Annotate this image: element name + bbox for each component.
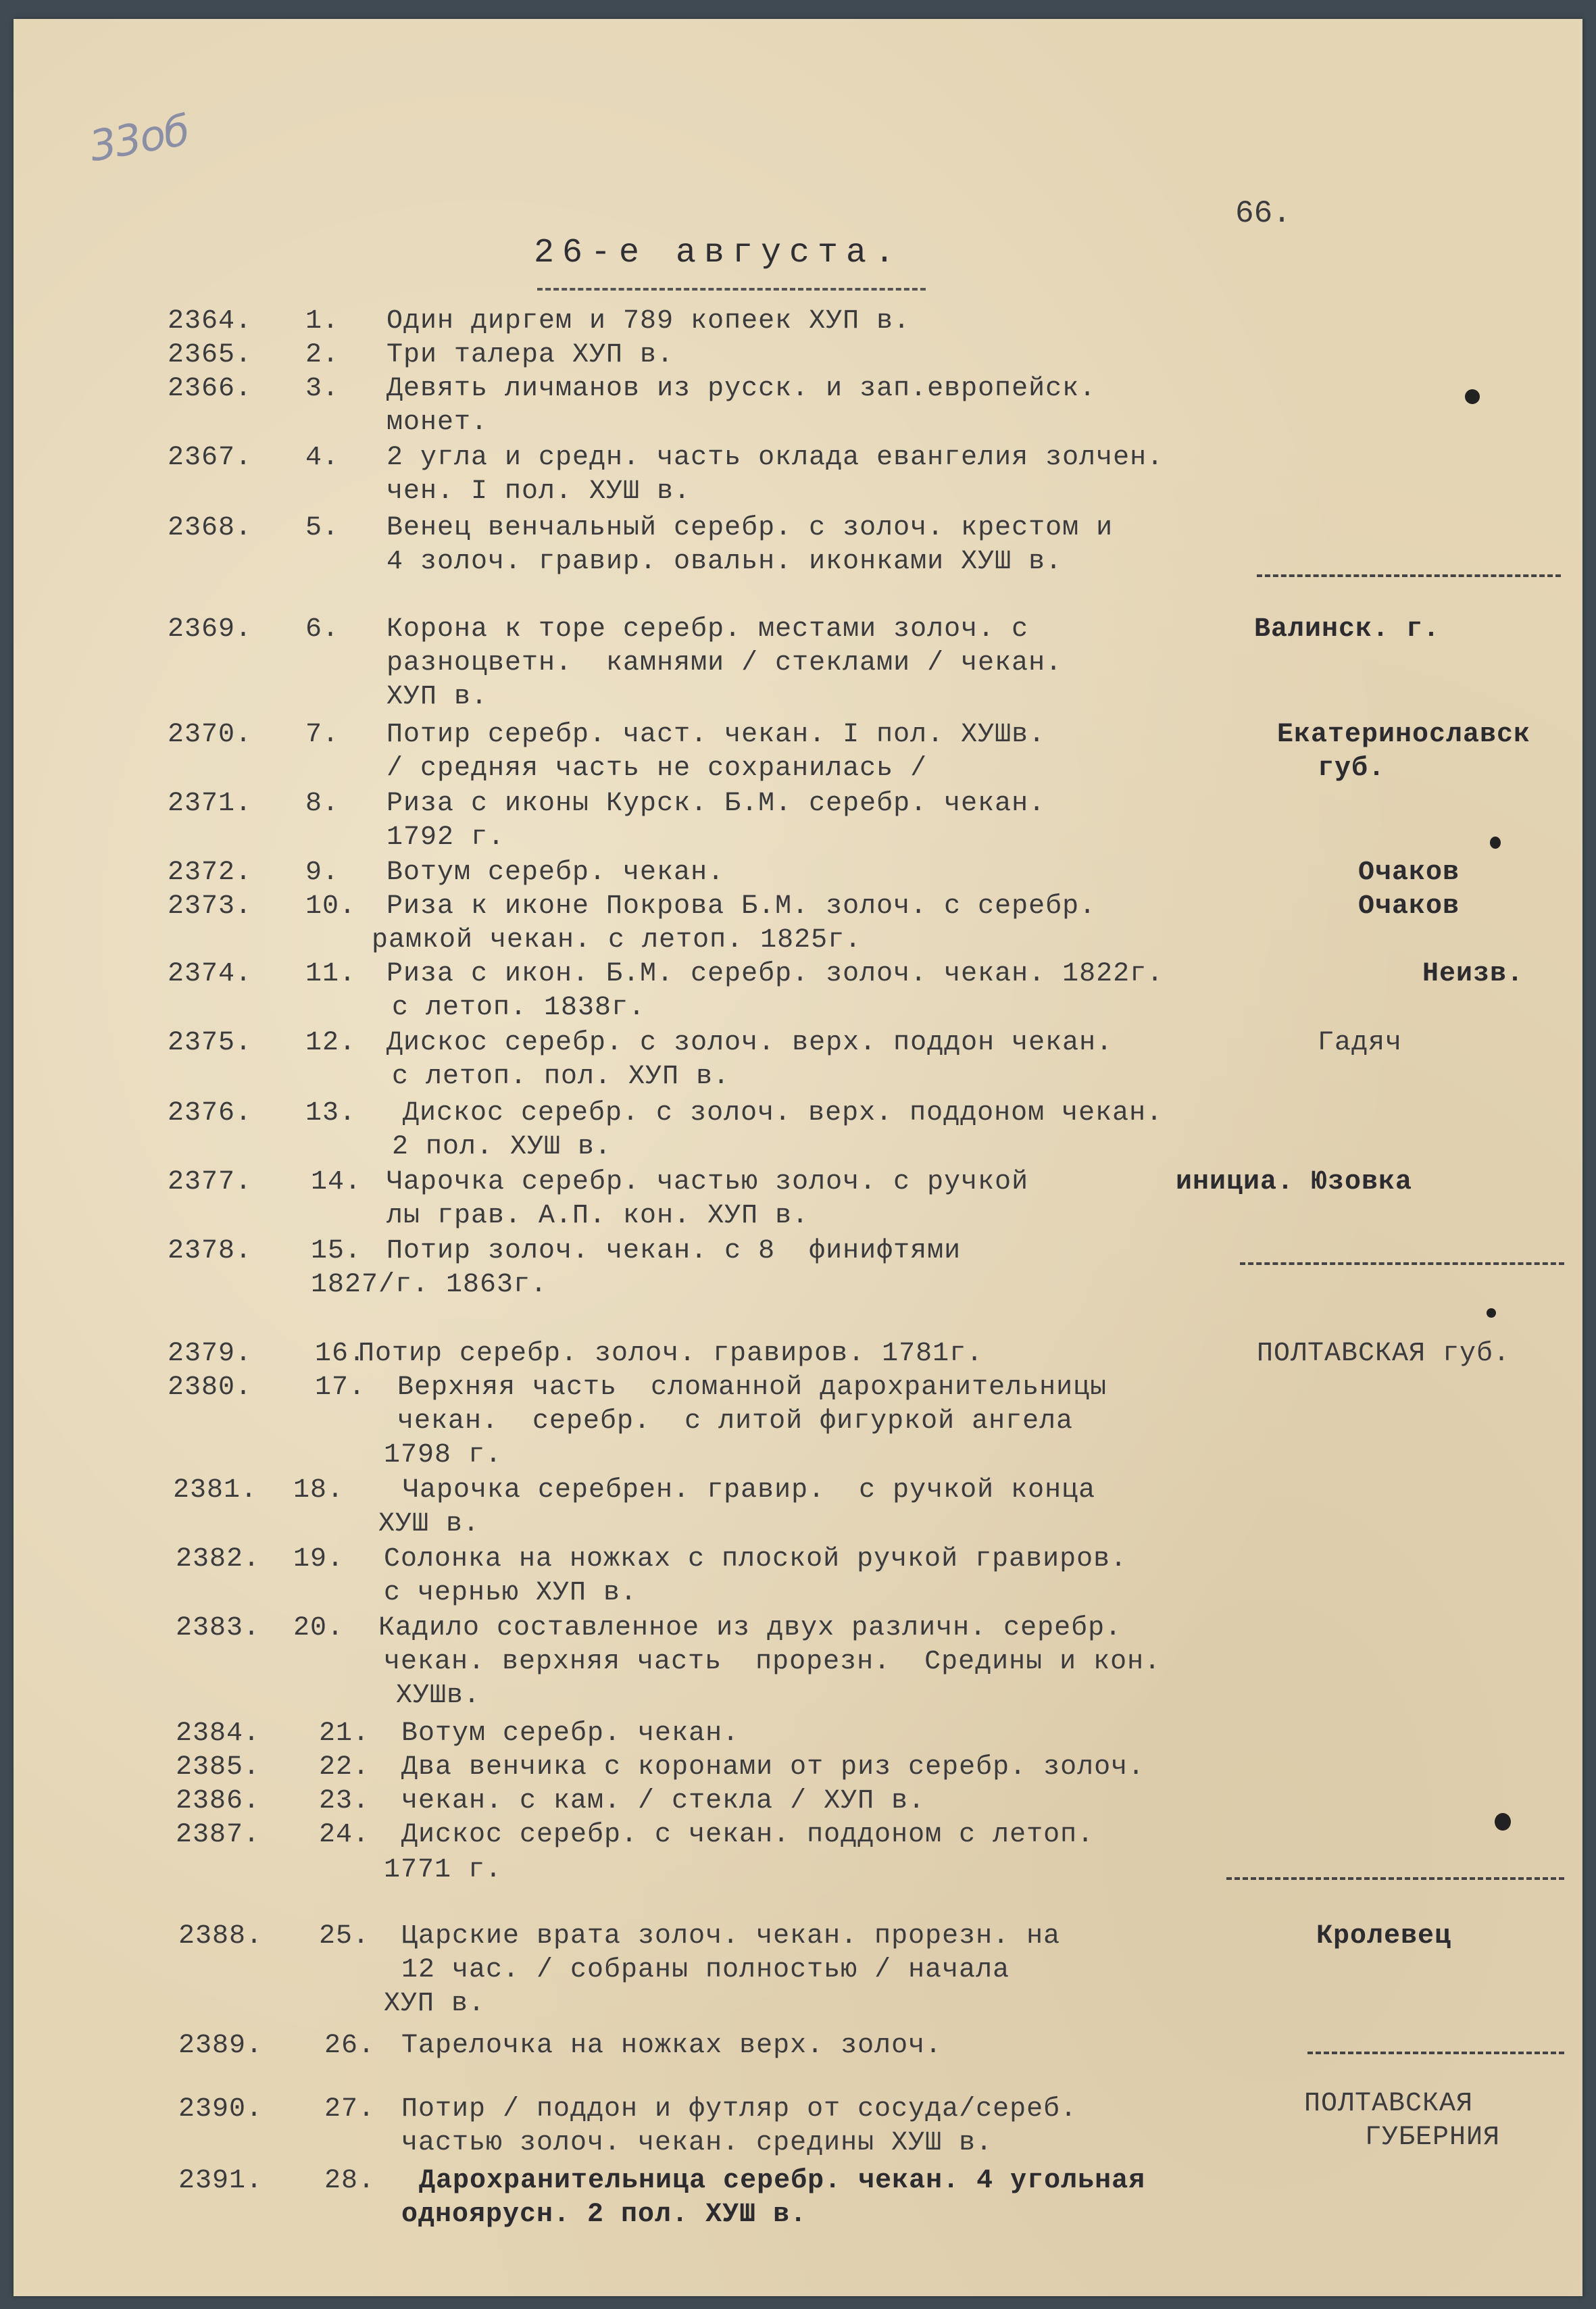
item-number: 20. bbox=[293, 1613, 345, 1643]
item-description: Один диргем и 789 копеек ХУП в. bbox=[386, 306, 911, 337]
item-description: Два венчика с коронами от риз серебр. золоч. bbox=[401, 1752, 1145, 1783]
provenance-location: Валинск. г. bbox=[1254, 614, 1441, 645]
inventory-number: 2383. bbox=[176, 1613, 261, 1643]
inventory-number: 2387. bbox=[176, 1820, 261, 1850]
item-description: Три талера ХУП в. bbox=[386, 340, 674, 370]
item-number: 22. bbox=[319, 1752, 370, 1783]
provenance-location: Очаков bbox=[1358, 858, 1460, 888]
item-description: рамкой чекан. с летоп. 1825г. bbox=[372, 925, 862, 955]
item-description: одноярусн. 2 пол. ХУШ в. bbox=[401, 2200, 807, 2230]
inventory-number: 2386. bbox=[176, 1786, 261, 1816]
item-description: Верхняя часть сломанной дарохранительницы bbox=[397, 1372, 1107, 1403]
inventory-number: 2380. bbox=[168, 1372, 253, 1403]
item-description: монет. bbox=[386, 407, 489, 438]
section-divider bbox=[1307, 2052, 1564, 2054]
item-description: / средняя часть не сохранилась / bbox=[386, 753, 928, 784]
inventory-number: 2366. bbox=[168, 374, 253, 404]
item-description: Чарочка серебр. частью золоч. с ручкой bbox=[386, 1167, 1029, 1197]
page-title: 26-е августа. bbox=[534, 234, 903, 272]
inventory-number: 2369. bbox=[168, 614, 253, 645]
item-description: 1792 г. bbox=[386, 822, 505, 853]
archive-folio-mark: 33об bbox=[85, 105, 193, 172]
item-description: чекан. верхняя часть прорезн. Средины и кон. bbox=[384, 1647, 1162, 1677]
inventory-number: 2367. bbox=[168, 443, 253, 473]
provenance-location: губ. bbox=[1318, 753, 1386, 784]
ink-blot bbox=[1495, 1813, 1511, 1831]
item-description: Потир серебр. част. чекан. I пол. ХУШв. bbox=[386, 720, 1046, 750]
item-number: 7. bbox=[305, 720, 340, 750]
item-number: 16. bbox=[315, 1339, 366, 1369]
section-divider bbox=[1240, 1262, 1564, 1265]
item-description: лы грав. А.П. кон. ХУП в. bbox=[386, 1201, 809, 1231]
page-number: 66. bbox=[1235, 196, 1291, 231]
provenance-location: Очаков bbox=[1358, 891, 1460, 922]
item-number: 17. bbox=[315, 1372, 366, 1403]
item-description: ХУШ в. bbox=[378, 1509, 480, 1539]
item-description: ХУШв. bbox=[396, 1681, 481, 1711]
item-description: ХУП в. bbox=[386, 682, 489, 712]
provenance-location: Екатеринославск bbox=[1277, 720, 1531, 750]
item-description: Вотум серебр. чекан. bbox=[386, 858, 725, 888]
item-description: 4 золоч. гравир. овальн. иконками ХУШ в. bbox=[386, 547, 1063, 577]
inventory-number: 2390. bbox=[178, 2094, 264, 2125]
item-number: 4. bbox=[305, 443, 340, 473]
item-description: Чарочка серебрен. гравир. с ручкой конца bbox=[403, 1475, 1096, 1506]
ink-blot bbox=[1490, 837, 1501, 849]
item-number: 24. bbox=[319, 1820, 370, 1850]
item-description: с летоп. пол. ХУП в. bbox=[392, 1062, 730, 1092]
item-number: 27. bbox=[324, 2094, 376, 2125]
item-description: Потир золоч. чекан. с 8 финифтями bbox=[386, 1236, 962, 1266]
heading-underline bbox=[537, 288, 926, 291]
item-description: ХУП в. bbox=[384, 1989, 486, 2019]
item-number: 25. bbox=[319, 1921, 370, 1952]
item-description: Риза с иконы Курск. Б.М. серебр. чекан. bbox=[386, 789, 1046, 819]
provenance-location: ГУБЕРНИЯ bbox=[1365, 2122, 1501, 2153]
item-description: с летоп. 1838г. bbox=[392, 993, 646, 1023]
inventory-number: 2365. bbox=[168, 340, 253, 370]
item-description: чекан. с кам. / стекла / ХУП в. bbox=[401, 1786, 926, 1816]
provenance-location: Кролевец bbox=[1316, 1921, 1452, 1952]
inventory-number: 2378. bbox=[168, 1236, 253, 1266]
provenance-location: Гадяч bbox=[1318, 1028, 1403, 1058]
item-description: чекан. серебр. с литой фигуркой ангела bbox=[397, 1406, 1074, 1437]
inventory-number: 2384. bbox=[176, 1718, 261, 1749]
ink-blot bbox=[1465, 389, 1480, 404]
inventory-number: 2373. bbox=[168, 891, 253, 922]
document-page bbox=[14, 19, 1582, 2296]
inventory-number: 2391. bbox=[178, 2166, 264, 2196]
item-number: 1. bbox=[305, 306, 340, 337]
item-number: 21. bbox=[319, 1718, 370, 1749]
item-description: Риза с икон. Б.М. серебр. золоч. чекан. 1822г. bbox=[386, 959, 1164, 989]
inventory-number: 2379. bbox=[168, 1339, 253, 1369]
item-description: 1798 г. bbox=[384, 1440, 503, 1470]
provenance-location: инициа. Юзовка bbox=[1176, 1167, 1413, 1197]
item-description: Риза к иконе Покрова Б.М. золоч. с серебр. bbox=[386, 891, 1097, 922]
item-description: 1827/г. 1863г. bbox=[311, 1270, 548, 1300]
item-description: 12 час. / собраны полностью / начала bbox=[401, 1955, 1010, 1985]
item-description: 2 пол. ХУШ в. bbox=[392, 1132, 612, 1162]
item-number: 10. bbox=[305, 891, 357, 922]
provenance-location: Неизв. bbox=[1422, 959, 1524, 989]
provenance-location: ПОЛТАВСКАЯ губ. bbox=[1257, 1339, 1511, 1369]
item-description: Дарохранительница серебр. чекан. 4 угольная bbox=[419, 2166, 1146, 2196]
section-divider bbox=[1226, 1877, 1564, 1880]
item-description: Девять личманов из русск. и зап.европейск. bbox=[386, 374, 1097, 404]
item-description: чен. I пол. ХУШ в. bbox=[386, 476, 691, 507]
item-description: Потир / поддон и футляр от сосуда/сереб. bbox=[401, 2094, 1078, 2125]
item-description: Дискос серебр. с золоч. верх. поддоном чекан. bbox=[403, 1098, 1164, 1128]
item-number: 14. bbox=[311, 1167, 362, 1197]
item-description: Дискос серебр. с золоч. верх. поддон чекан. bbox=[386, 1028, 1114, 1058]
inventory-number: 2389. bbox=[178, 2031, 264, 2061]
inventory-number: 2388. bbox=[178, 1921, 264, 1952]
inventory-number: 2381. bbox=[173, 1475, 258, 1506]
item-number: 23. bbox=[319, 1786, 370, 1816]
ink-blot bbox=[1487, 1308, 1496, 1318]
inventory-number: 2374. bbox=[168, 959, 253, 989]
item-description: частью золоч. чекан. средины ХУШ в. bbox=[401, 2128, 993, 2158]
item-number: 6. bbox=[305, 614, 340, 645]
item-description: Венец венчальный серебр. с золоч. крестом и bbox=[386, 513, 1114, 543]
item-number: 8. bbox=[305, 789, 340, 819]
item-number: 26. bbox=[324, 2031, 376, 2061]
item-number: 11. bbox=[305, 959, 357, 989]
provenance-location: ПОЛТАВСКАЯ bbox=[1304, 2089, 1474, 2119]
inventory-number: 2370. bbox=[168, 720, 253, 750]
inventory-number: 2377. bbox=[168, 1167, 253, 1197]
item-description: 2 угла и средн. часть оклада евангелия золчен. bbox=[386, 443, 1164, 473]
item-number: 19. bbox=[293, 1544, 345, 1574]
item-description: Дискос серебр. с чекан. поддоном с летоп. bbox=[401, 1820, 1095, 1850]
item-description: Солонка на ножках с плоской ручкой гравиров. bbox=[384, 1544, 1128, 1574]
item-description: Потир серебр. золоч. гравиров. 1781г. bbox=[358, 1339, 984, 1369]
item-description: Корона к торе серебр. местами золоч. с bbox=[386, 614, 1029, 645]
inventory-number: 2376. bbox=[168, 1098, 253, 1128]
item-description: разноцветн. камнями / стеклами / чекан. bbox=[386, 648, 1063, 678]
item-number: 28. bbox=[324, 2166, 376, 2196]
item-description: с чернью ХУП в. bbox=[384, 1578, 638, 1608]
item-number: 5. bbox=[305, 513, 340, 543]
item-description: Царские врата золоч. чекан. прорезн. на bbox=[401, 1921, 1061, 1952]
section-divider bbox=[1257, 574, 1561, 577]
inventory-number: 2364. bbox=[168, 306, 253, 337]
inventory-number: 2375. bbox=[168, 1028, 253, 1058]
item-number: 15. bbox=[311, 1236, 362, 1266]
inventory-number: 2371. bbox=[168, 789, 253, 819]
item-number: 9. bbox=[305, 858, 340, 888]
item-number: 18. bbox=[293, 1475, 345, 1506]
item-description: Кадило составленное из двух различн. серебр. bbox=[378, 1613, 1122, 1643]
item-number: 3. bbox=[305, 374, 340, 404]
item-description: 1771 г. bbox=[384, 1855, 503, 1885]
inventory-number: 2385. bbox=[176, 1752, 261, 1783]
item-number: 13. bbox=[305, 1098, 357, 1128]
item-number: 2. bbox=[305, 340, 340, 370]
item-description: Тарелочка на ножках верх. золоч. bbox=[401, 2031, 943, 2061]
inventory-number: 2368. bbox=[168, 513, 253, 543]
item-number: 12. bbox=[305, 1028, 357, 1058]
inventory-number: 2372. bbox=[168, 858, 253, 888]
item-description: Вотум серебр. чекан. bbox=[401, 1718, 740, 1749]
inventory-number: 2382. bbox=[176, 1544, 261, 1574]
